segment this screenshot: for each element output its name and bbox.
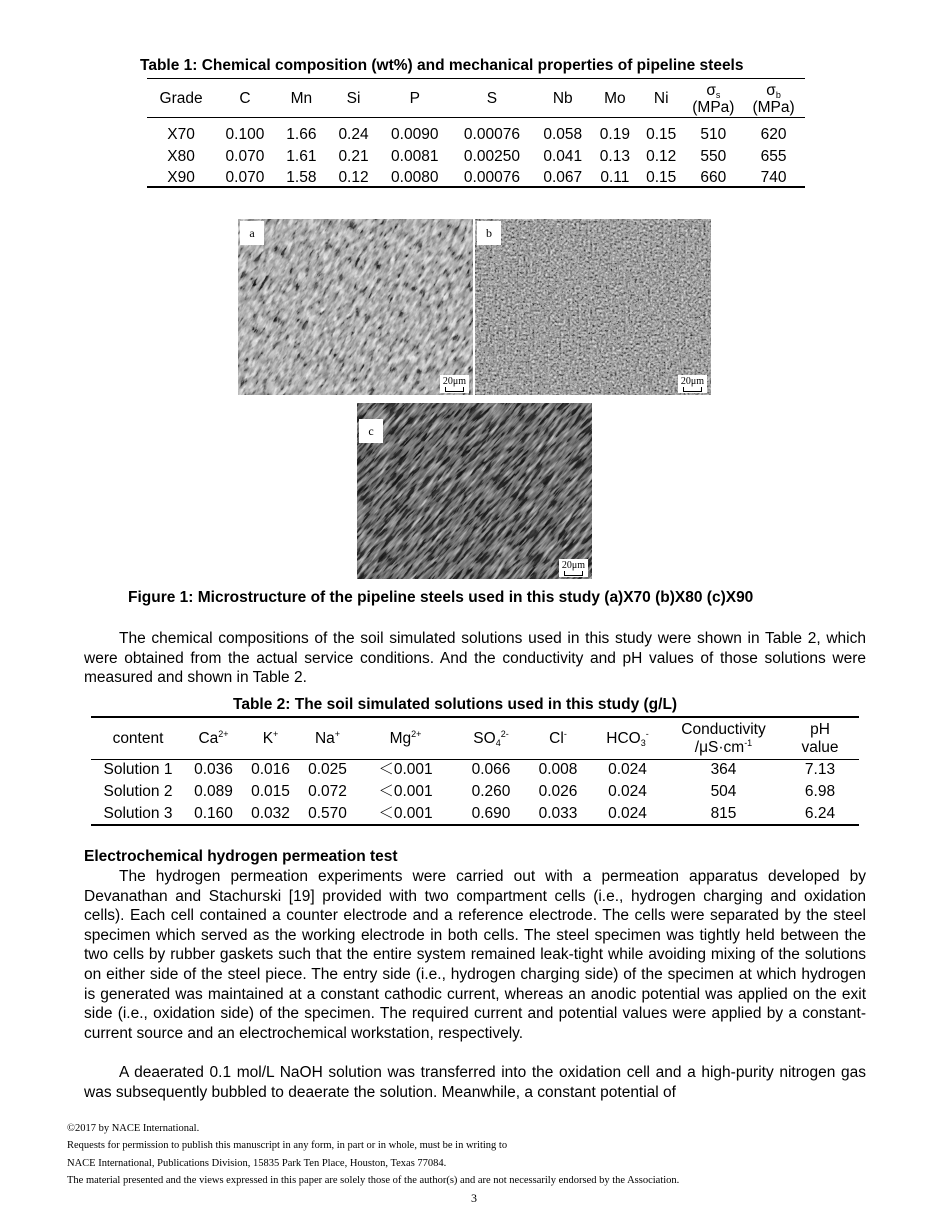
unit-label: (MPa) — [752, 98, 795, 116]
ion-subscript: 4 — [495, 738, 501, 748]
table-cell: 1.58 — [286, 168, 317, 186]
sigma-symbol: σ — [706, 81, 716, 99]
table-cell: 0.19 — [599, 125, 630, 143]
table2-header-cell: content — [112, 730, 164, 747]
table-cell: 0.100 — [225, 125, 265, 143]
header-unit: /μS·cm — [694, 738, 745, 756]
table1-header-cell: C — [239, 90, 251, 107]
table1-header-cell: Nb — [552, 90, 573, 107]
table-cell: ＜0.001 — [378, 782, 433, 800]
table-cell: 0.260 — [471, 782, 511, 800]
ion-charge: 2+ — [218, 729, 229, 739]
table-cell: 620 — [760, 125, 787, 143]
table-cell: 0.570 — [308, 804, 347, 822]
table-cell: 0.024 — [608, 782, 647, 800]
body-paragraph: The hydrogen permeation experiments were carried out with a permeation apparatus developed by Devanathan and Stachurski [19] provided with two compartment cells (i.e., hydrogen charging and oxidation cells). Each cell contained a counter electrode and a reference electrode. The cells were separated by the steel specimen which served as the working electrode in both cells. The steel specimen was tightly held between the two cells by rubber gaskets such that the entire system remained leak-tight while avoiding mixing of the solutions on either side of the steel piece. The entry side (i.e., hydrogen charging side) of the specimen at which hydrogen is generated was maintained at a constant cathodic current, whereas an anodic potential was applied on the exit side (i.e., oxidation side) of the specimen. The required current and potential values were applied by a constant-current source and an electrochemical workstation, respectively. — [84, 868, 866, 1042]
table-row — [147, 123, 805, 145]
table-cell: 0.12 — [646, 147, 677, 165]
table-cell: ＜0.001 — [378, 761, 433, 778]
table-cell: 1.61 — [286, 147, 317, 165]
table-cell: 0.070 — [225, 147, 265, 165]
section-heading: Electrochemical hydrogen permeation test — [84, 848, 398, 865]
table2-header-cell — [242, 718, 299, 759]
ion-symbol: SO — [473, 730, 496, 747]
unit-label: (MPa) — [692, 98, 735, 116]
table-cell: 0.024 — [608, 761, 647, 778]
table-cell: 0.016 — [251, 761, 290, 778]
table2-header-cell — [299, 718, 356, 759]
header-line: Conductivity — [681, 720, 766, 738]
table-row — [147, 145, 805, 167]
table-cell: 0.21 — [338, 147, 369, 165]
table-cell: 7.13 — [804, 761, 836, 778]
table-cell: 0.11 — [600, 168, 630, 186]
header-line: value — [801, 738, 839, 756]
table-cell: 0.089 — [194, 782, 233, 800]
table2-header-cell — [455, 718, 527, 759]
panel-label-c: c — [359, 419, 383, 443]
page-number: 3 — [471, 1191, 477, 1205]
table1-header-yield-strength — [685, 80, 742, 117]
scale-bar-b — [678, 375, 707, 393]
scale-bar-a — [440, 375, 469, 393]
table-cell: 660 — [700, 168, 727, 186]
footer-line: NACE International, Publications Division, 15835 Park Ten Place, Houston, Texas 77084. — [67, 1157, 447, 1169]
footer-line: ©2017 by NACE International. — [67, 1123, 200, 1134]
table-cell: ＜0.001 — [378, 804, 433, 822]
ion-symbol: K — [262, 730, 274, 747]
table-cell: 0.032 — [251, 804, 290, 822]
table-cell: 740 — [760, 168, 787, 186]
table-row — [91, 780, 859, 802]
scale-bar-label: 20μm — [561, 560, 585, 571]
table-cell: 0.036 — [194, 761, 233, 778]
table-cell: Solution 3 — [103, 804, 173, 822]
table-cell: Solution 2 — [103, 782, 173, 800]
table-cell: 0.025 — [308, 761, 347, 778]
sigma-subscript: s — [715, 89, 721, 100]
table-cell: 6.98 — [804, 782, 836, 800]
table-cell: 0.067 — [543, 168, 583, 186]
table1 — [147, 80, 805, 187]
ion-symbol: Na — [314, 730, 335, 747]
table2-header-ph — [781, 718, 859, 759]
table-cell: 0.041 — [543, 147, 583, 165]
table-cell: 0.690 — [471, 804, 511, 822]
table1-header-cell: Mo — [604, 90, 626, 107]
table1-caption: Table 1: Chemical composition (wt%) and mechanical properties of pipeline steels — [140, 57, 744, 74]
copyright-footer — [67, 1120, 927, 1189]
table-cell: 0.12 — [338, 168, 369, 186]
table-cell: 504 — [710, 782, 737, 800]
scale-bar-label: 20μm — [680, 376, 704, 387]
table-cell: 0.0090 — [391, 125, 439, 143]
table2-header-cell — [527, 718, 589, 759]
micrograph-x90 — [357, 403, 592, 579]
ion-subscript: 3 — [640, 738, 646, 748]
table-cell: 0.00076 — [463, 168, 520, 186]
table2-bottom-rule — [91, 824, 859, 826]
table2-caption: Table 2: The soil simulated solutions used in this study (g/L) — [233, 696, 678, 713]
ion-charge: - — [563, 729, 567, 739]
table-row — [147, 167, 805, 187]
table-cell: X70 — [167, 125, 195, 143]
table-cell: 0.072 — [308, 782, 347, 800]
table-cell: 0.00076 — [463, 125, 520, 143]
ion-symbol: HCO — [606, 730, 641, 747]
table-cell: 0.024 — [608, 804, 647, 822]
table-row — [91, 802, 859, 824]
table-cell: 0.24 — [338, 125, 369, 143]
table1-header-cell: Grade — [159, 90, 203, 107]
table2-header-cell — [356, 718, 455, 759]
micrograph-x80 — [475, 219, 711, 395]
footer-line: The material presented and the views expressed in this paper are solely those of the author(s) and are not necessarily endorsed by the Association. — [67, 1174, 680, 1186]
footer-line: Requests for permission to publish this manuscript in any form, in part or in whole, must be in writing to — [67, 1140, 508, 1152]
table-cell: 0.0081 — [391, 147, 439, 165]
sigma-subscript: b — [775, 89, 781, 100]
table-cell: 815 — [710, 804, 737, 822]
body-paragraph: The chemical compositions of the soil simulated solutions used in this study were shown in Table 2, which were obtained from the actual service conditions. And the conductivity and pH values of those solutions were measured and shown in Table 2. — [84, 630, 866, 687]
table1-header-cell: Mn — [290, 90, 313, 107]
ion-charge: + — [334, 729, 341, 739]
table2-header-cell — [185, 718, 242, 759]
table-cell: 0.15 — [646, 168, 677, 186]
table-cell: 0.015 — [251, 782, 290, 800]
unit-exponent: -1 — [744, 737, 753, 748]
header-line: pH — [810, 720, 830, 738]
table2-header-conductivity — [666, 718, 781, 759]
ion-symbol: Cl — [549, 730, 564, 747]
ion-symbol: Ca — [198, 730, 219, 747]
table-cell: X80 — [167, 147, 195, 165]
table-cell: 0.00250 — [463, 147, 520, 165]
panel-label-a: a — [240, 221, 264, 245]
table2-header-cell — [589, 718, 666, 759]
table-cell: 0.070 — [225, 168, 265, 186]
panel-label-b: b — [477, 221, 501, 245]
table-cell: 0.0080 — [391, 168, 439, 186]
table-cell: 0.160 — [194, 804, 233, 822]
table-row — [91, 759, 859, 780]
table-cell: 0.008 — [538, 761, 578, 778]
table-cell: 0.033 — [538, 804, 578, 822]
figure1-caption: Figure 1: Microstructure of the pipeline steels used in this study (a)X70 (b)X80 (c)X90 — [128, 589, 754, 606]
table1-header-cell: Si — [346, 90, 361, 107]
sigma-symbol: σ — [766, 81, 776, 99]
table-cell: X90 — [167, 168, 195, 186]
table2-header-row — [91, 718, 859, 759]
scale-bar-line — [445, 387, 464, 392]
scale-bar-c — [559, 559, 588, 577]
table-cell: 0.066 — [471, 761, 511, 778]
table-cell: 0.058 — [543, 125, 583, 143]
table1-header-cell: S — [486, 90, 498, 107]
table-cell: 0.13 — [599, 147, 630, 165]
ion-charge: + — [273, 729, 279, 739]
ion-charge: 2- — [500, 729, 509, 739]
table-cell: 550 — [700, 147, 727, 165]
table-cell: 0.15 — [646, 125, 677, 143]
ion-symbol: Mg — [389, 730, 412, 747]
ion-charge: - — [645, 729, 649, 739]
table1-header-cell: P — [409, 90, 420, 107]
ion-charge: 2+ — [411, 729, 422, 739]
table-cell: Solution 1 — [103, 761, 173, 778]
micrograph-x70 — [238, 219, 473, 395]
table1-header-row — [147, 80, 805, 117]
table1-top-rule — [147, 78, 805, 79]
table-cell: 510 — [700, 125, 727, 143]
scale-bar-line — [564, 571, 583, 576]
body-paragraph: A deaerated 0.1 mol/L NaOH solution was transferred into the oxidation cell and a high-purity nitrogen gas was subsequently bubbled to deaerate the solution. Meanwhile, a constant potential of — [84, 1064, 866, 1101]
table1-header-tensile-strength — [742, 80, 805, 117]
scale-bar-line — [683, 387, 702, 392]
table1-header-cell: Ni — [653, 90, 669, 107]
scale-bar-label: 20μm — [442, 376, 466, 387]
table-cell: 0.026 — [538, 782, 578, 800]
table-cell: 655 — [760, 147, 787, 165]
table-cell: 6.24 — [804, 804, 836, 822]
table2 — [91, 718, 859, 824]
table-cell: 1.66 — [286, 125, 317, 143]
table-cell: 364 — [710, 761, 737, 778]
